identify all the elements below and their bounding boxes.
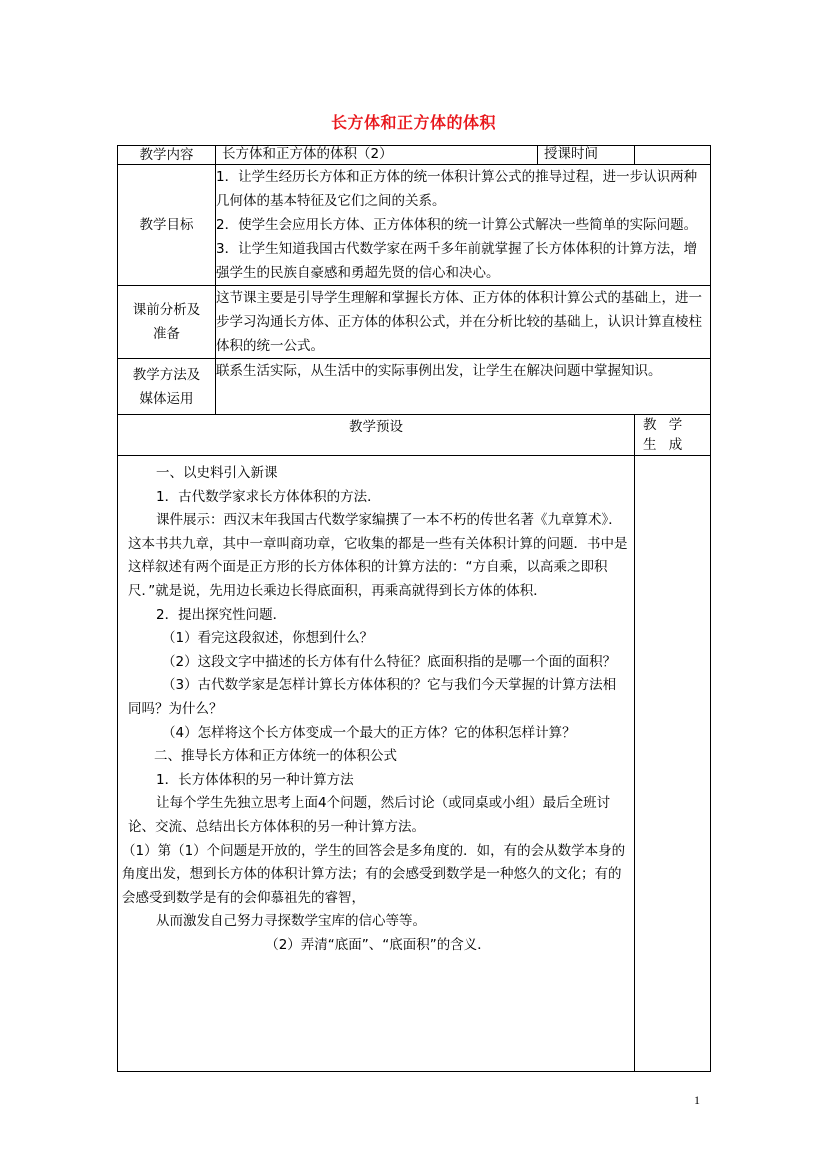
objectives-content	[216, 165, 711, 286]
page-number: 1	[694, 1093, 700, 1107]
methods-text: 联系生活实际，从生活中的实际事例出发，让学生在解决问题中掌握知识。	[216, 363, 662, 379]
item-2-heading: 2．提出探究性问题．	[156, 606, 287, 623]
preset-body-row	[118, 456, 711, 1072]
time-value	[635, 146, 711, 165]
courseware-paragraph: 课件展示：西汉末年我国古代数学家编撰了一本不朽的传世名著《九章算术》．这本书共九章，其中一章叫商功章，它收集的都是一些有关体积计算的问题．书中是这样叙述有两个面是正方形的长方体体积的计算方法的：“方自乘，以高乘之即积尺．”就是说，先用边长乘边长得底面积，再乘高就得到长方体的体积．	[128, 512, 628, 599]
question-2: （2）这段文字中描述的长方体有什么特征？底面积指的是哪一个面的面积？	[162, 653, 617, 670]
preset-header-row	[118, 415, 711, 456]
lesson-plan-table	[117, 145, 711, 1072]
section-1-heading: 一、以史料引入新课	[156, 465, 278, 481]
time-label: 授课时间	[538, 146, 635, 165]
analysis-text: 这节课主要是引导学生理解和掌握长方体、正方体的体积计算公式的基础上，进一步学习沟通长方体、正方体的体积公式，并在分析比较的基础上，认识计算直棱柱体积的统一公式。	[216, 290, 702, 354]
section-2-heading: 二、推导长方体和正方体统一的体积公式	[154, 748, 397, 765]
methods-row	[118, 359, 711, 415]
preset-body	[118, 456, 635, 1072]
item-1-heading: 1．古代数学家求长方体体积的方法．	[156, 488, 381, 505]
generation-column	[635, 456, 711, 1072]
header-row	[118, 146, 711, 165]
question-4: （4）怎样将这个长方体变成一个最大的正方体？它的体积怎样计算？	[162, 724, 576, 741]
question-3: （3）古代数学家是怎样计算长方体体积的？它与我们今天掌握的计算方法相同吗？为什么？	[128, 677, 617, 717]
method-heading: 1．长方体体积的另一种计算方法	[156, 771, 354, 788]
methods-content	[216, 359, 711, 415]
objective-2: 2．使学生会应用长方体、正方体体积的统一计算公式解决一些简单的实际问题。	[216, 217, 698, 233]
answer-2-heading: （2）弄清“底面”、“底面积”的含义．	[265, 936, 491, 953]
answer-1-continued: 从而激发自己努力寻探数学宝库的信心等等。	[156, 913, 426, 930]
question-1: （1）看完这段叙述，你想到什么？	[162, 630, 374, 647]
answer-1-paragraph: （1）第（1）个问题是开放的，学生的回答会是多角度的．如，有的会从数学本身的角度出发，想到长方体的体积计算方法；有的会感受到数学是一种悠久的文化；有的会感受到数学是有的会仰慕祖先的睿智，	[122, 842, 626, 906]
objective-3: 3．让学生知道我国古代数学家在两千多年前就掌握了长方体体积的计算方法，增强学生的民族自豪感和勇超先贤的信心和决心。	[216, 241, 698, 281]
methods-label: 教学方法及媒体运用	[118, 359, 216, 415]
content-value: 长方体和正方体的体积（2）	[216, 146, 538, 165]
discussion-paragraph: 让每个学生先独立思考上面4个问题，然后讨论（或同桌或小组）最后全班讨论、交流、总结出长方体体积的另一种计算方法。	[128, 795, 611, 835]
document-title: 长方体和正方体的体积	[330, 113, 496, 132]
generation-label: 教 学 生 成	[635, 415, 711, 456]
objectives-label: 教学目标	[118, 165, 216, 286]
preset-label: 教学预设	[118, 415, 635, 456]
analysis-row	[118, 286, 711, 359]
objective-1: 1．让学生经历长方体和正方体的统一体积计算公式的推导过程，进一步认识两种几何体的基本特征及它们之间的关系。	[216, 169, 698, 209]
objectives-row	[118, 165, 711, 286]
content-label: 教学内容	[118, 146, 216, 165]
analysis-label: 课前分析及准备	[118, 286, 216, 359]
analysis-content	[216, 286, 711, 359]
